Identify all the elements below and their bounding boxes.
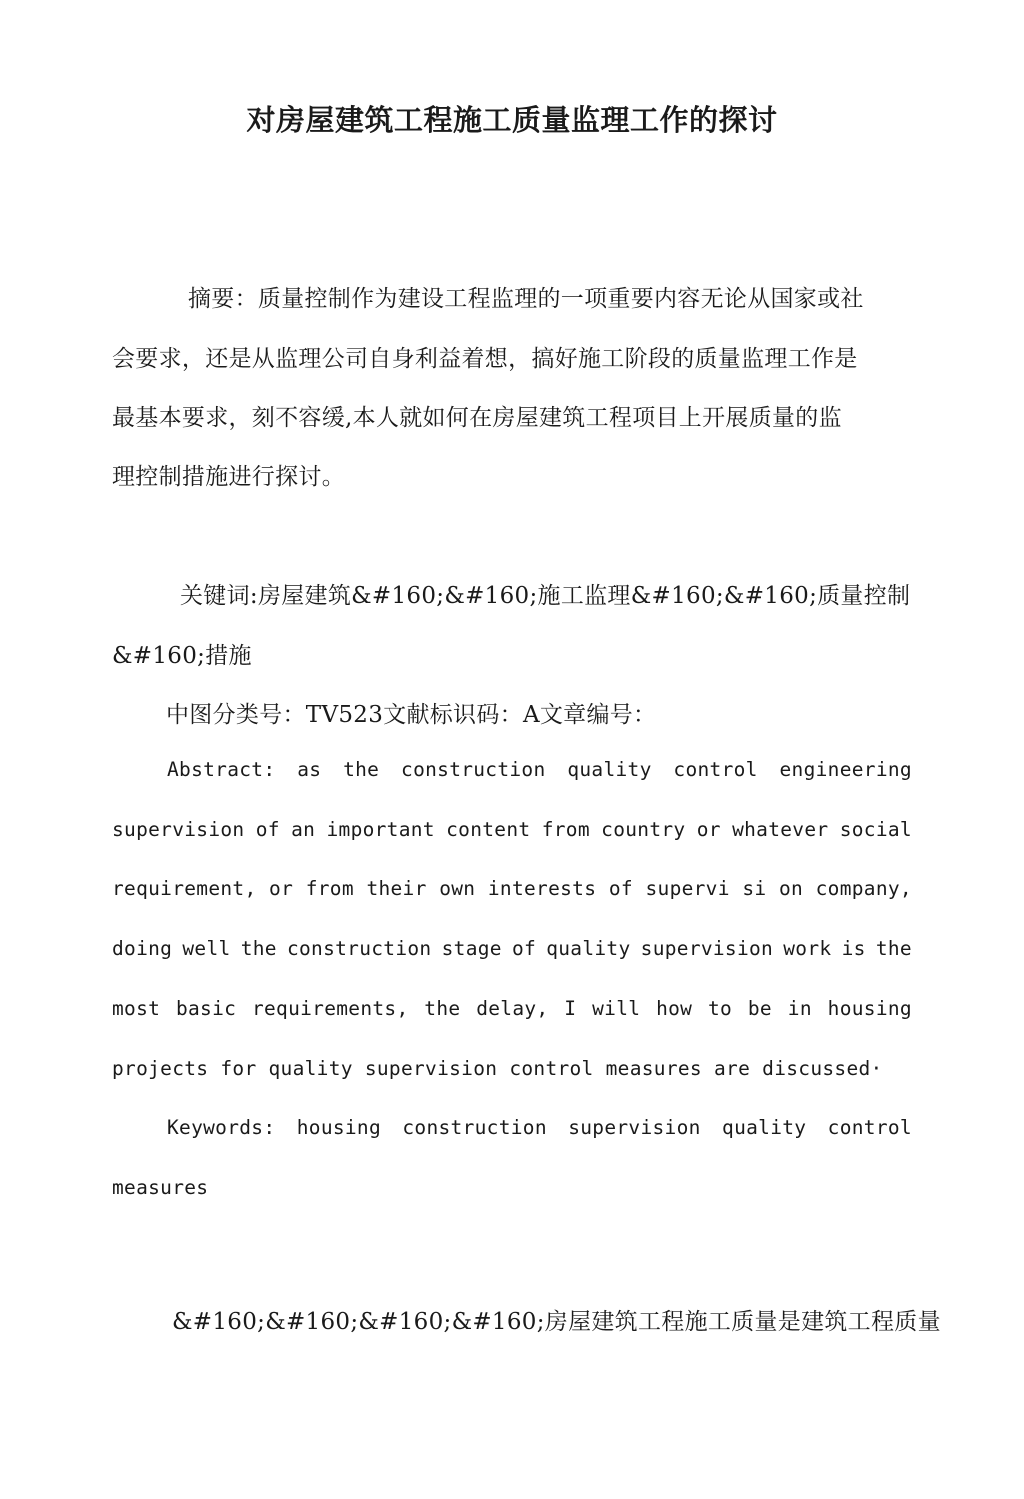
word: Keywords: [167,1116,276,1139]
word: from [305,877,354,900]
word: engineering [779,758,912,781]
word: country [601,818,686,841]
word: to [708,997,733,1020]
word: quality [722,1116,807,1139]
word: supervision [568,1116,701,1139]
word: is [841,937,866,960]
word: content [446,818,531,841]
keywords-cn-line-1: 关键词:房屋建筑&#160;&#160;施工监理&#160;&#160;质量控制 [180,583,911,609]
abstract-cn-line-3: 最基本要求，刻不容缓,本人就如何在房屋建筑工程项目上开展质量的监 [112,405,842,431]
word: be [747,997,772,1020]
body-first-line: &#160;&#160;&#160;&#160;房屋建筑工程施工质量是建筑工程质量 [172,1309,941,1335]
word: supervision [112,818,245,841]
abstract-en-line-3 [112,877,912,900]
word: of [511,937,537,960]
word: own [439,877,476,900]
word: the [875,937,912,960]
word: doing [112,937,173,960]
word: the [343,758,380,781]
word: the [240,937,277,960]
word: most [112,997,161,1020]
word: an [291,818,316,841]
abstract-cn-line-2: 会要求，还是从监理公司自身利益着想，搞好施工阶段的质量监理工作是 [112,346,858,372]
abstract-en-line-4 [112,937,912,960]
word: social [839,818,912,841]
keywords-en-line-1 [167,1116,912,1139]
word: how [656,997,693,1020]
word: of [608,877,633,900]
keywords-en-line-2: measures [112,1176,209,1199]
word: stage [441,937,502,960]
word: important [326,818,435,841]
word: supervision [640,937,774,960]
word: from [541,818,590,841]
word: their [366,877,427,900]
abstract-cn-line-4: 理控制措施进行探讨。 [112,464,345,490]
word: work [783,937,832,960]
word: company, [815,877,912,900]
document-title: 对房屋建筑工程施工质量监理工作的探讨 [246,103,778,137]
word: as [297,758,322,781]
word: whatever [732,818,829,841]
abstract-en-line-5 [112,997,912,1020]
word: basic [175,997,237,1020]
word: housing [296,1116,382,1139]
word: in [787,997,812,1020]
word: I [564,997,577,1020]
word: supervi [645,877,730,900]
word: well [182,937,231,960]
word: housing [827,997,912,1020]
abstract-en-line-6: projects for quality supervision control measures are discussed· [112,1057,883,1080]
word: interests [487,877,597,900]
word: quality [546,937,631,960]
word: construction [286,937,432,960]
word: the [424,997,461,1020]
word: Abstract: [167,758,276,781]
word: or [696,818,721,841]
word: construction [402,1116,547,1139]
keywords-cn-line-2: &#160;措施 [112,643,252,669]
word: requirement, [112,877,257,900]
abstract-en-line-2 [112,818,912,841]
word: requirements, [251,997,409,1020]
word: control [673,758,758,781]
word: will [592,997,641,1020]
word: control [827,1116,912,1139]
word: quality [567,758,652,781]
word: construction [401,758,546,781]
word: on [778,877,804,900]
abstract-cn-line-1: 摘要：质量控制作为建设工程监理的一项重要内容无论从国家或社 [188,286,864,312]
classification-line: 中图分类号：TV523文献标识码：A文章编号： [166,702,657,728]
word: or [269,877,294,900]
word: si [742,877,767,900]
word: of [255,818,280,841]
abstract-en-line-1 [167,758,912,781]
word: delay, [476,997,549,1020]
